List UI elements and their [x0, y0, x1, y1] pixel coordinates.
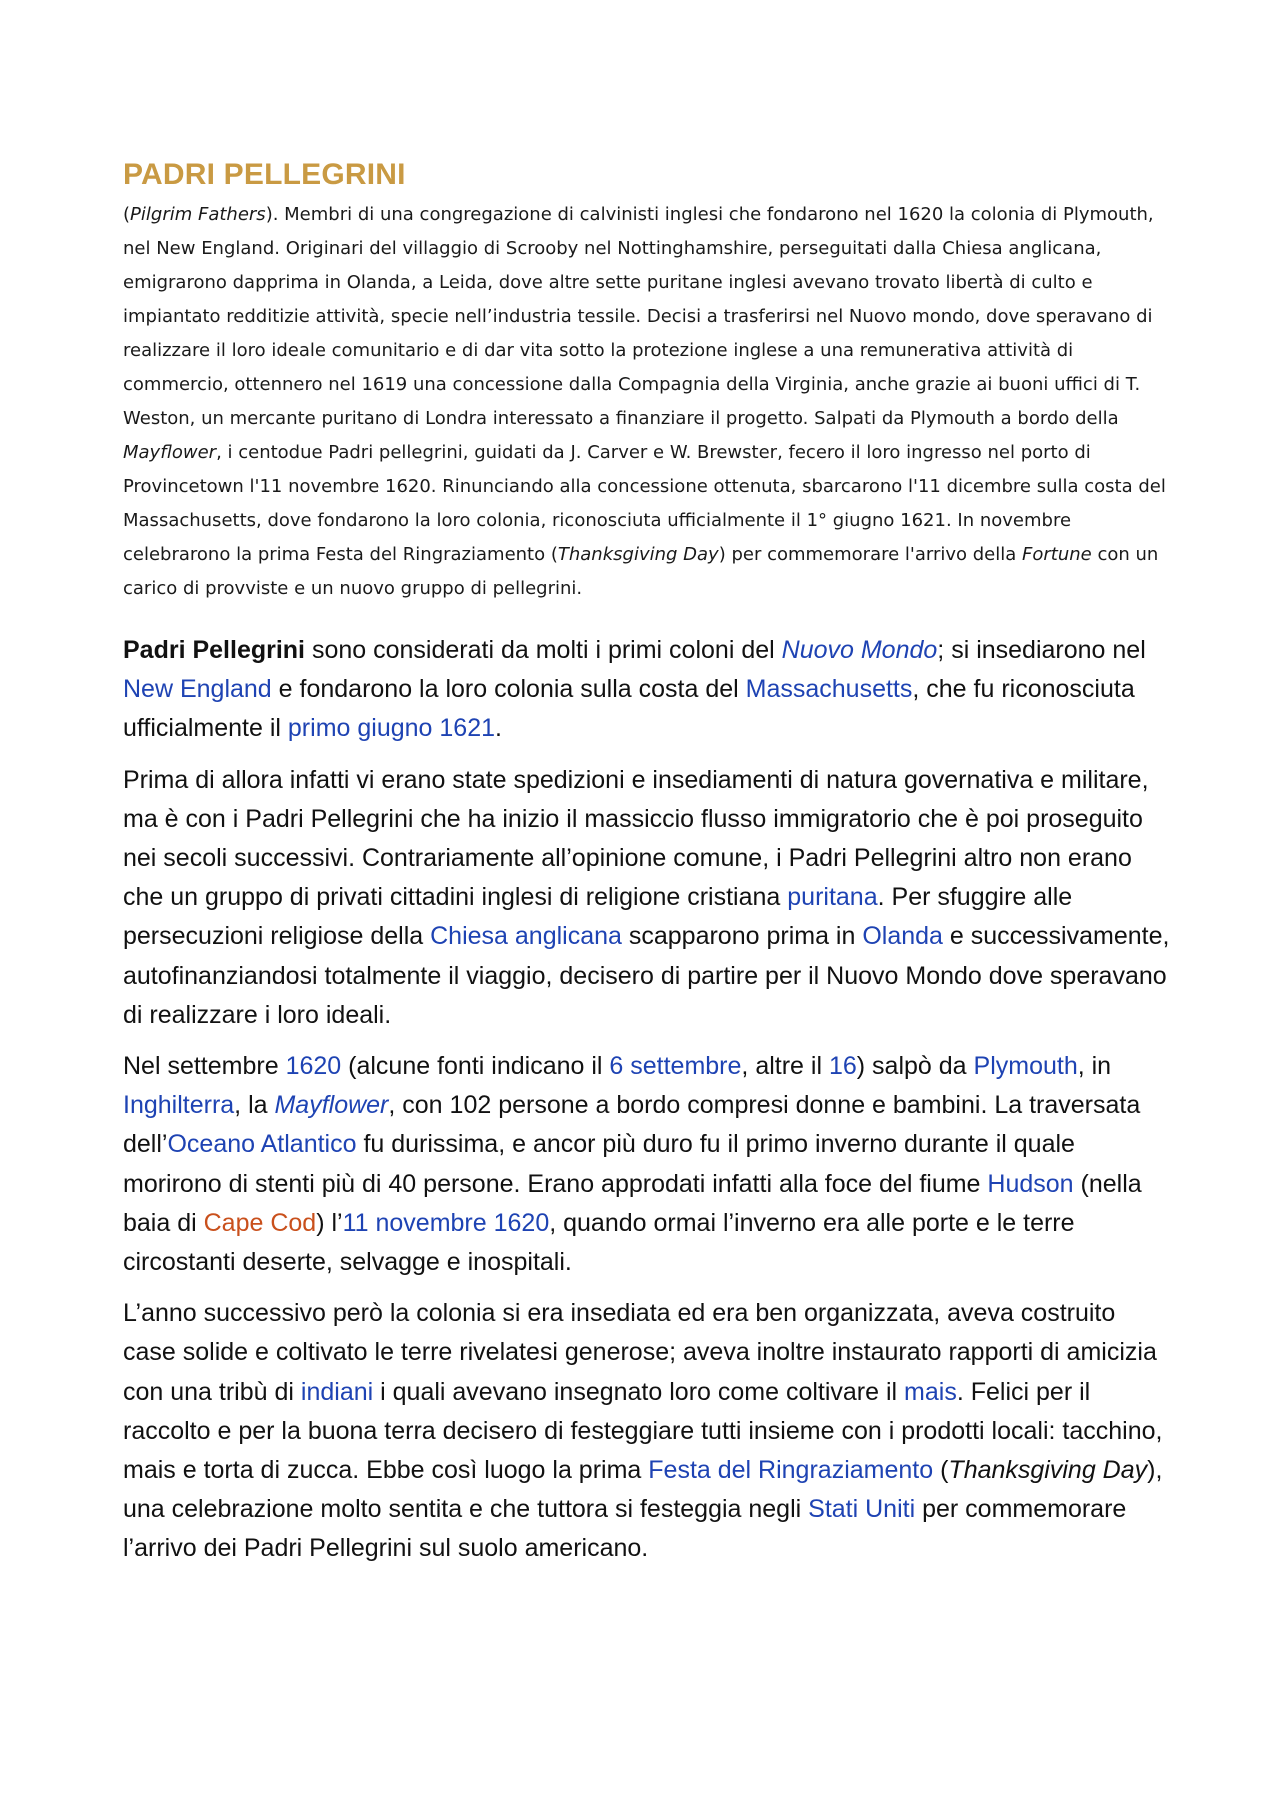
bold-term: Padri Pellegrini: [123, 636, 306, 664]
link-mais[interactable]: mais: [904, 1377, 957, 1406]
text: (alcune fonti indicano il: [341, 1052, 610, 1081]
intro-italic-fortune: Fortune: [1022, 544, 1092, 565]
link-festa-del-ringraziamento[interactable]: Festa del Ringraziamento: [648, 1456, 934, 1485]
link-puritana[interactable]: puritana: [787, 883, 878, 912]
text: . Per sfuggire alle persecuzioni religiose della: [123, 883, 1073, 951]
italic-thanksgiving-day: Thanksgiving Day: [948, 1456, 1148, 1485]
link-oceano-atlantico[interactable]: Oceano Atlantico: [167, 1130, 357, 1159]
text: (: [933, 1456, 949, 1485]
link-hudson[interactable]: Hudson: [987, 1169, 1074, 1198]
text: e fondarono la loro colonia sulla costa del: [271, 675, 746, 704]
text: per commemorare l’arrivo dei Padri Pellegrini sul suolo americano.: [123, 1495, 1127, 1563]
text: , altre il: [741, 1052, 829, 1081]
link-6-settembre[interactable]: 6 settembre: [609, 1052, 742, 1081]
link-plymouth[interactable]: Plymouth: [973, 1052, 1078, 1081]
paragraph-1: [123, 631, 1173, 749]
link-chiesa-anglicana[interactable]: Chiesa anglicana: [430, 922, 622, 951]
intro-italic-mayflower: Mayflower: [123, 442, 217, 463]
link-olanda[interactable]: Olanda: [862, 922, 943, 951]
text: . Felici per il raccolto e per la buona terra decisero di festeggiare tutti insieme con i prodotti locali: tacchino, mais e torta di zucca. Ebbe così luogo la prima: [123, 1377, 1163, 1485]
intro-text: con un carico di provviste e un nuovo gruppo di pellegrini.: [123, 544, 1159, 599]
document-page: [123, 158, 1173, 1581]
link-nuovo-mondo[interactable]: [782, 636, 938, 664]
link-11-novembre-1620[interactable]: 11 novembre 1620: [342, 1208, 550, 1237]
link-label: Mayflower: [274, 1091, 389, 1120]
link-stati-uniti[interactable]: Stati Uniti: [808, 1495, 916, 1524]
text: Nel settembre: [123, 1052, 286, 1081]
text: Prima di allora infatti vi erano state spedizioni e insediamenti di natura governativa e militare, ma è con i Padri Pellegrini che ha inizio il massiccio flusso immigratorio che è poi proseguito nei secoli successivi. Contrariamente all’opinione comune, i Padri Pellegrini altro non erano che un gruppo di privati cittadini inglesi di religione cristiana: [123, 765, 1149, 912]
paragraph-2: [123, 761, 1173, 1035]
text: fu durissima, e ancor più duro fu il primo inverno durante il quale morirono di stenti più di 40 persone. Erano approdati infatti alla foce del fiume: [123, 1130, 1075, 1198]
link-new-england[interactable]: New England: [123, 675, 272, 704]
text: , quando ormai l’inverno era alle porte e le terre circostanti deserte, selvagge e inospitali.: [123, 1208, 1075, 1277]
text: L’anno successivo però la colonia si era insediata ed era ben organizzata, aveva costruito case solide e coltivato le terre rivelatesi generose; aveva inoltre instaurato rapporti di amicizia con una tribù di: [123, 1299, 1157, 1406]
link-massachusetts[interactable]: Massachusetts: [745, 675, 913, 704]
link-primo-giugno-1621[interactable]: primo giugno 1621: [287, 714, 495, 743]
intro-italic-pilgrim-fathers: Pilgrim Fathers: [130, 204, 266, 225]
text: scapparono prima in: [621, 922, 863, 951]
text: , in: [1077, 1052, 1112, 1081]
link-cape-cod[interactable]: Cape Cod: [203, 1208, 317, 1237]
text: .: [495, 714, 502, 743]
link-1620[interactable]: 1620: [285, 1052, 342, 1081]
paragraph-4: [123, 1294, 1173, 1568]
text: ) l’: [316, 1208, 343, 1237]
text: ; si insediarono nel: [937, 636, 1146, 664]
intro-text: ) per commemorare l'arrivo della: [718, 544, 1023, 565]
text: ), una celebrazione molto sentita e che tuttora si festeggia negli: [123, 1456, 1163, 1524]
intro-text: , i centodue Padri pellegrini, guidati da J. Carver e W. Brewster, fecero il loro ingresso nel porto di Provincetown l'11 novembre 1620. Rinunciando alla concessione ottenuta, sbarcarono l'11 dicembre sulla costa del Massachusetts, dove fondarono la loro colonia, riconosciuta ufficialmente il 1° giugno 1621. In novembre celebrarono la prima Festa del Ringraziamento (: [123, 442, 1166, 565]
intro-paragraph: [123, 198, 1173, 606]
link-label: Nuovo Mondo: [781, 636, 938, 664]
intro-text: ). Membri di una congregazione di calvinisti inglesi che fondarono nel 1620 la colonia di Plymouth, nel New England. Originari del villaggio di Scrooby nel Nottinghamshire, perseguitati dalla Chiesa anglicana, emigrarono dapprima in Olanda, a Leida, dove altre sette puritane inglesi avevano trovato libertà di culto e impiantato redditizie attività, specie nell’industria tessile. Decisi a trasferirsi nel Nuovo mondo, dove speravano di realizzare il loro ideale comunitario e di dar vita sotto la protezione inglese a una remunerativa attività di commercio, ottennero nel 1619 una concessione dalla Compagnia della Virginia, anche grazie ai buoni uffici di T. Weston, un mercante puritano di Londra interessato a finanziare il progetto. Salpati da Plymouth a bordo della: [123, 204, 1154, 429]
link-mayflower[interactable]: [274, 1091, 388, 1119]
intro-italic-thanksgiving: Thanksgiving Day: [557, 544, 719, 565]
text: i quali avevano insegnato loro come coltivare il: [373, 1377, 905, 1406]
link-inghilterra[interactable]: Inghilterra: [123, 1091, 235, 1120]
text: , con 102 persone a bordo compresi donne e bambini. La traversata dell’: [123, 1091, 1141, 1159]
text: (nella baia di: [123, 1169, 1142, 1237]
text: e successivamente, autofinanziandosi totalmente il viaggio, decisero di partire per il Nuovo Mondo dove speravano di realizzare i loro ideali.: [123, 922, 1170, 1029]
paragraph-3: [123, 1047, 1173, 1282]
article-body: [123, 631, 1173, 1569]
page-title: PADRI PELLEGRINI: [123, 158, 406, 191]
text: , la: [234, 1091, 275, 1120]
link-16[interactable]: 16: [828, 1052, 857, 1081]
intro-text: (: [123, 204, 131, 225]
text: ) salpò da: [856, 1052, 974, 1081]
link-indiani[interactable]: indiani: [300, 1377, 374, 1406]
text: , che fu riconosciuta ufficialmente il: [123, 675, 1135, 743]
text: sono considerati da molti i primi coloni del: [305, 636, 782, 664]
